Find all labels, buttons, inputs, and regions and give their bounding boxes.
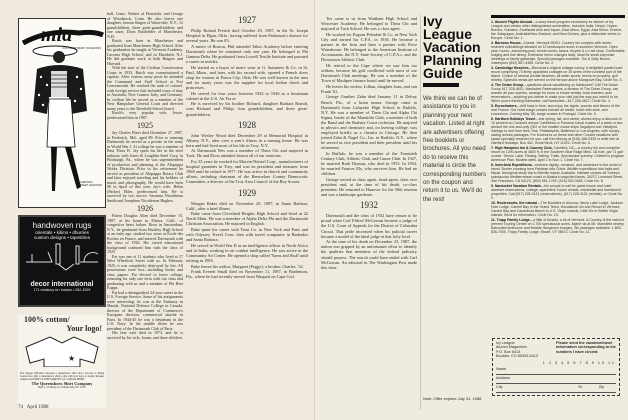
obituary-paragraph: For 35 years he worked for Marvin-Neitzel Corp., manufacturers of hospital garments in Troy, and was its president and treasurer from 1968 until he retired in 1977. He was active in church and community affairs, including chairman of the Rensselaer County Democratic Committee, a director of the Troy Area Council of the Boy Scouts. [186,159,308,185]
listing-name: 8. InnerAsia Expeditions [491,163,532,167]
queensboro-shirt-ad [18,315,106,408]
shirt-company: The Queensboro Shirt Company [31,381,93,386]
name-field[interactable] [496,367,616,375]
issue-date: April 1988 [26,405,49,410]
obituary-paragraph: Bake spent his career with Trust Co. in New York and Paris and with Odyssey Travel Cons. then with travel companies in Barbados and Santa Barbara. [186,227,308,243]
vacation-guide-body: We think we can be of assistance to you in planning your next vacation. Listed at right are advertisers offering free booklets or brochures. All you need do to receive this material is circle the corresponding numbers on the coupon and return it to us. We'll do the rest! [423,96,487,203]
listing-item [491,184,625,200]
obituary-paragraph: He started as a buyer of men's wear at G. Summers & Co. in St. Paul, Minn., and later, with his second wife, opened a French dress shop for women in Ponca City, Okla. He was well known in the area and for many years was the supplier for local Indian chiefs and princesses. [186,64,308,91]
listing-text: —Bermuda's original cottage colony. A delightful pastel-hued resort comprising 73 finely appointed cottages on 25 acres of the loveliest part of the island. Choice of several private beaches, all water sports, tennis on property, golf nearby. Splendid meals are served on the terrace above Mangrove Bay. Circle No. 3. [491,66,623,82]
rugs-address: 171 newbury st • boston • 262-1529 [33,288,91,292]
obituary-column-3 [321,16,417,411]
address-line: P.O. Box 5413 [496,349,521,354]
obituary-paragraph: Morgan Baker died on November 20, 1987, in Santa Barbara, Calif., after a brief illness. [186,200,308,211]
address-field[interactable] [496,376,616,384]
obituary-paragraph: Dartmouth and the class of 1932 have reason to be proud when Carl Eldred McGowan became a judge of the U.S. Court of Appeals for the District of Columbia Circuit. That pride increased when his judicial career became a model of the ideal judge at that lofty level. [321,213,417,239]
coupon-number-6[interactable]: 6 [573,360,578,365]
title-rule [423,83,459,87]
coupon-mailing-address [496,341,538,359]
listing-item [491,20,625,40]
listing-text: —questions about vacationing on Nantucket? Call The Dolan Group 617-228-4612, Nantucket Reservations, a division of The Dolan Group, can answer all your queries, arrange for room or house rentals, boat charters, auto reservations—anything you desire to make your visit just the way you want it to be. When you're thinking Nantucket, call Nantucket—617-228-4612. Circle No. 4. [491,83,620,103]
obituary-column-2 [186,12,308,408]
coupon-number-5[interactable]: 5 [567,360,572,365]
class-year-heading: 1925 [137,121,153,130]
obituary-paragraph: At the time of his death on December 23, 1987, the nation was gripped by an unfortunate effort to identify the qualities that members of the federal judiciary should possess. The search could have ended with Carl McGowan. An editorial in The Washington Post made this clear. [321,239,417,270]
zip-label: Zip [598,385,604,390]
obituary-paragraph: George Gunther Zahn died January 11 in Delray Beach, Fla., of a brain tumor. George came to Dartmouth from Lafayette High School in Buffalo, N.Y. He was a member of Theta Chi and Alpha Chi Sigma, leader of the Mandolin Club, a member of both the Band and the Barbary Coast orchestra. He majored in physics and chemistry and, on leaving college, was employed briefly as a chemist in Chicago. He then joined Zahn & Nagel Co., Inc. in Buffalo, N.Y., where he served as vice president and then president until his retirement. [321,94,417,151]
listing-text: —Dorset, Vermont 05251. Country inn complex with seven restored outbuildings situated on 12 landscaped acres in southern Vermont. Open year 'round—swimming pool, tennis courts, sauna, bicycle & x-c ski shop. Comfortable lodging and fine dining. Extensive menu changes daily. Ideal for small corporate meetings or family getaways. Special packages available. Tim & Sally Brown, innkeepers (802) 867-4455. Circle No. 2. [491,41,625,65]
title-line: League [423,26,473,42]
vacation-guide-intro [423,15,489,204]
title-line: Guide [423,65,463,81]
listing-item [491,117,625,145]
page-number: 74 [18,405,23,410]
listing-name: 9. Nantucket Vacation Rentals [491,184,541,188]
obituary-paragraph: Butch was born in Manchester and graduated from Manchester High School. After his graduation he taught at Vermont Academy, Laconia High School, and in Elizabeth, N.J. He did graduate work at both Rutgers and Harvard. [107,38,183,66]
title-line: Planning [423,52,483,68]
obituary-paragraph: He worked for Pogson Peloubet & Co. in New York City and earned his C.P.A. in 1936. He became a partner in the firm and later a partner with Price Waterhouse. He belonged to the American Institute of Accountants, the N.Y. State Society of C.P.A.s, and the Downtown Athletic Club. [321,31,417,63]
obituary-column-1 [107,12,183,340]
mia-fashion-ad [18,18,106,208]
advertiser-listings [491,15,625,235]
coupon-number-7[interactable]: 7 [579,360,584,365]
class-year-heading: 1927 [238,15,256,25]
listing-name: 11. Trapp Family Lodge [491,218,530,222]
obituary-paragraph: hall, Conn.; Robert of Honolulu; and George of Woodstock, Conn. He also leaves one daughter, Jenean Slagen of Watervliet, N.Y.; 12 grandchildren, three great-grandchildren; and one sister, Doris Batchelder of Manchester, N.H. [107,11,183,39]
obituary-paragraph: Pat was one of 11 students who lived at 17 West Wheelock Street with us. In February 1925, it was completely destroyed by fire. All possessions were lost—including books and class papers. Pat elected to leave college, returning for only one term with our class and graduating with us and a member of Phi Beta Kappa. [107,253,183,290]
coupon-number-11[interactable]: 11 [608,360,616,365]
shirt-company-address: Dept L, 4 Liberty Ctr, Schenectady, NY 12311 [37,386,87,389]
column-divider [420,15,421,410]
reply-coupon[interactable] [492,338,620,396]
listing-item [491,201,625,217]
coupon-number-10[interactable]: 10 [597,360,607,365]
decor-international-ad [18,215,106,307]
shirt-headline-1: 100% cotton/ [24,315,70,324]
listing-text: —drift back in time, and enjoy the sights, sounds and flavors of the real France. Our hotel-barge cruises include all meals, lunch with wine, and excursions. Coming May '88, barge cruises in Portugal. Circle No. 5. [491,104,620,116]
obituary-paragraph: He leaves his widow, Lillian, daughter Joan, and son Frank '61. [321,83,417,94]
city-label: City [496,385,503,390]
listing-item [491,218,625,234]
listing-item [491,104,625,116]
listing-item [491,41,625,65]
obituary-paragraph: Tex came to us from Waltham High School and Worcester Academy. He belonged to Theta Chi and majored at Tuck School. He was a class agent. [321,16,417,32]
coupon-number-1[interactable]: 1 [542,360,547,365]
obituary-paragraph: A native of Boston, Phil attended Tabor Academy before entering Dartmouth where he remained only one year. He belonged to Phi Gamma Delta. He graduated from Lowell Textile Institute and pursued a career in textiles. [186,43,308,65]
rugs-line1: orientals • kilims • dhurries [35,230,89,235]
class-year-heading: 1926 [137,204,153,213]
name-label: Name [496,367,507,372]
obituary-paragraph: In Buffalo, he was a member of the Twentieth Century Club, Athletic Club, and Canoe Club. In 1927, he married Ruth Thomas, who died in 1953. In 1954, he married Frances Ely, who survives him. He had no children. [321,150,417,177]
obituary-paragraph: Frank Everett Small died on November 11, 1987, in Bradenton, Fla., where he had recently moved from Waquoit on Cape Cod. [186,269,308,280]
obituary-paragraph: He served in World War II as an intelligence officer in North Africa and in India, working in air combat intelligence. He was active in the Community Art Center. He opened a shop called 'Yarns and Stuff' until retiring in 1985. [186,242,308,264]
shirt-headline-2: Your logo! [66,324,102,333]
rugs-brand: decor international [30,281,94,288]
listing-name: 2. Barrows House [491,41,521,45]
class-year-heading: 1928 [238,119,256,130]
coupon-number-9[interactable]: 9 [591,360,596,365]
address-line: Ivy League [496,341,515,345]
rug-pattern-illustration [22,240,102,276]
shirt-body: The biggest difference between a Queensboro shirt and a Lacoste or Ralph Lauren polo shirt is Queensboro shirts come with your logo or design. Request samples and FREE CLOTH SAMPLES call 1-800-84-SHIRT. [20,372,104,381]
listing-text: —a little of Austria, a lot of Vermont. A Country of the nation's premier Touring Center on 1,700 spectacular acres. Alpine ski at Mt. Mansfield nearby. Balconied bedrooms and fireside livingroom lounges. Ski packages available. 1-800-826-7000. Trapp Family Lodge, Stowe, VT 05672. Circle No. 11. [491,218,625,234]
listing-name: 6. Hartford Holidays Travel [491,117,536,121]
obituary-paragraph: He is survived by his brother Richard, daughter Barbara Brandt, sons Richard and Philip, four grandchildren, and three great-grandchildren. [186,101,308,117]
title-line: Vacation [423,39,481,55]
listing-name: 3. Cambridge Beaches [491,66,529,70]
coupon-number-4[interactable]: 4 [561,360,566,365]
svg-text:★: ★ [68,354,76,363]
listing-item [491,163,625,183]
listing-item [491,66,625,82]
coupon-instruction: Please send the vacation/travel information corresponding to the numbers I have circled: [556,341,616,354]
listing-name: 5. Eurocharters [491,104,517,108]
listing-text: —the people to call for guest house and hotel advance reservations, cottage, apartment, house rentals, residential and investment properties. Call (617) 228-3131 (reservations), (617) 228-3131 (rentals), or Circle No. 9. [491,184,623,200]
listing-text: —Luxury travel program exclusively for alumni of Ivy League and certain other distinguished universities. Includes India, Nepal, Ceylon, Borneo, Sumatra, Southeast Asia and Japan, East Africa, Egypt, Asia Minor, Greece, the Galapagos, Australia/New Zealand, and New Guinea, plus a distinctive series to Europe. Circle No. 1. [491,20,623,40]
vacation-guide-title [423,15,489,80]
listing-name: 1. Alumni Flights Abroad [491,20,533,24]
obituary-paragraph: George served as class agent, head agent, class vice president and, at the time of his death, co-class president. He returned to Hanover for the 50th reunion and was a landscape gardener. [321,176,417,198]
obituary-paragraph: Bake came from Cleveland Heights High School and lived at 22 North Main. He was a member of Alpha Delta Phi and the Dartmouth Christian Association. He majored in English. [186,211,308,227]
state-label: St. [578,385,583,390]
address-line: Boulder, CO 80329-5413 [496,354,539,359]
page-folio [18,405,49,410]
offer-expiry-note: Note: Offer expires July 31, 1988 [423,396,482,401]
address-label: Address [496,376,510,381]
listing-name: 4. The Dolan Group [491,83,524,87]
mia-tagline: CONTEMPORARY FASHIONS [62,46,101,50]
listing-text: —restores dignity, romance, and adventure to the world of travel. Border crossing from Pakistan into China. Wildlife expeditions into India and Nepal. Aboriginal study trip to Melville Island, Australia. Intimate cruises off Turkey's spectacular Mediterranean coast or Alaska's unspoiled lands. 2627C Lombard Street, San Francisco, CA 94123, (800) 551-1769, (415) 922-0448. Circle No. 8. [491,163,624,183]
address-line: Alumni Magazines [496,345,528,350]
obituary-paragraph: His first wife died in 1973, and he is survived by his wife, Joann, and three children. [107,330,183,340]
listing-name: 10. Rockresorts, the natural [491,201,538,205]
obituary-paragraph: John Wesley Wood died December 29 at Memorial Hospital in Albany, N.Y., after over a year's illness in a nursing home. He was born and had lived most of his life in Troy, N.Y. [186,132,308,148]
class-year-heading: 1932 [360,200,378,211]
obituary-paragraph: Patten Douglas Allen died December 15, 1987, at his home in Elmira, Calif., of congestive heart failure. Born in Amsterdam, N.Y., he graduated from Hackley High School at an early age, studied two years at École des Roches en France, and entered Dartmouth with the class of 1926. His varied educational background confused him with the class of 1925. [107,213,183,254]
mia-address: 7 LEBANON STREET HANOVER [78,181,102,187]
polo-shirt-illustration [22,333,102,367]
listing-name: 7. High Hampton Inn & Country Club, [491,146,553,150]
obituary-paragraph: With the start of the Civilian Conservation Corps in 1933, Butch was commissioned a captain. After various army posts he attended the Command and Staff School at Fort Leavenworth. He reached the rank of colonel, with foreign service that included tours of duty in Australia, New Guinea, Italy, and Germany. In civilian life he served as a member of the New Hampshire General Court and directed many years to the Deerfield School board. [107,65,183,111]
svg-text:mia: mia [41,24,73,46]
title-line: Ivy [423,13,443,29]
coupon-number-2[interactable]: 2 [548,360,553,365]
obituary-paragraph: Jay Charles Ebert died December 27, 1987, in Frederick, Md., aged 89. Prior to entering Dartmouth he served as a private in the army in World War I. At college he was a member of Beta Theta Pi. Jay spent his life in the steel industry with Jones & Laughlin Steel Corp. in Pittsburgh, Pa., where he was superintendent of production and planning at the Aliquippa Works Division. Prior to his retirement he served as president of Aliquippa Rotary Club and later enjoyed traveling and his hobbies of music and photography. He would have been 90 in April of this year. Jay's wife, Helen (Parker) Ebler, predeceased him. He is survived by two nieces: Savanna Nicodemus Smith and Josephine Nicodemus Hughes. [107,130,183,203]
rugs-line2: custom designs • tapestries [34,235,90,240]
listing-text: —The Boulders in Arizona; Jenny Lake Lodge, Jackson Hole Lodge, Caneel Bay in the Grand Teton, Woodstock Inn and Resort in Vermont, Caneel Bay and Carambola Beach in U.S. Virgin Islands, Little Dix in British Virgin Islands. Send for information. Circle No. 10. [491,201,624,217]
class-year-heading: 1929 [238,187,256,198]
coupon-number-3[interactable]: 3 [554,360,560,365]
listing-text: —this spring, fall, and winter, alumni enjoy a discount of 10 percent on Cunard's deluxe Caribbean or Panama Canal cruises of a week or two aboard the one-and-only QE2 or the smaller cruise ships Sagafjord and Vistafjord. Sailings to and from New York, Philadelphia, Baltimore or Los Angeles, with money-saving air/sea packages. For brochures on these and other Cunard vacations with space specially reserved for you, call Ken Murray at (516) 466-0335 or write him at Hartford Holidays, Box 462, Great Neck, NY 11022. Circle No. 6. [491,117,623,145]
listing-item [491,146,625,162]
coupon-number-8[interactable]: 8 [585,360,590,365]
obituary-paragraph: Bake leaves his widow, Margaret (Peggy); a brother, Charles, '32. [191,263,304,269]
obituary-paragraph: Philip Roland French died October 29, 1987, in the St. Joseph Hospital in Elgin, Okla., having suffered from Parkinson's disease for several years. He was 83. [186,28,308,44]
circle-numbers [496,361,616,365]
obituary-paragraph: He retired to the Cape where we saw him too seldom, because his golf conflicted with most of our Dartmouth Club meetings. He was a member of the Town of Mashpee finance board until he moved. [321,62,417,84]
city-state-zip-field[interactable] [496,385,616,393]
obituary-paragraph: At Dartmouth Wes was a member of Theta Chi and majored in Tuck. He and Doris attended almost all of our reunions. [186,148,308,159]
listing-item [491,83,625,103]
rugs-title: handwoven rugs [32,221,92,230]
obituary-paragraph: He served for four years between 1942 to 1946 as a lieutenant colonel in the U.S. Air Force. [186,90,308,101]
obituary-paragraph: Pat had a distinguished 24-year career in the U.S. Foreign Service. Some of his assignments were interesting: he was at the Embassy in Manila, National Defense College in Canada, director of the Department of Commerce's European division, commercial attaché in Paris. In 1944-45 he was a lieutenant in the U.S. Navy. In the middle fifties he was president of the Dartmouth Club of Paris. [107,289,183,331]
obituary-paragraph: Butch's very popular wife, Jessie, predeceased him in 1987. [107,110,183,120]
listing-text: Cashiers, NC—a country inn and complete resort on 1200 acres at 3600 ft. in the Southern Blue Ridge Mtns. 18-hole, par 71 golf course. Tennis. Lake. Fishing. Sailing. Trails. Spectacular scenery. Children's program. American Plan. Modest rates. April 1 to Nov. 1. Circle No. 7. [491,146,625,162]
right-page [314,0,628,420]
